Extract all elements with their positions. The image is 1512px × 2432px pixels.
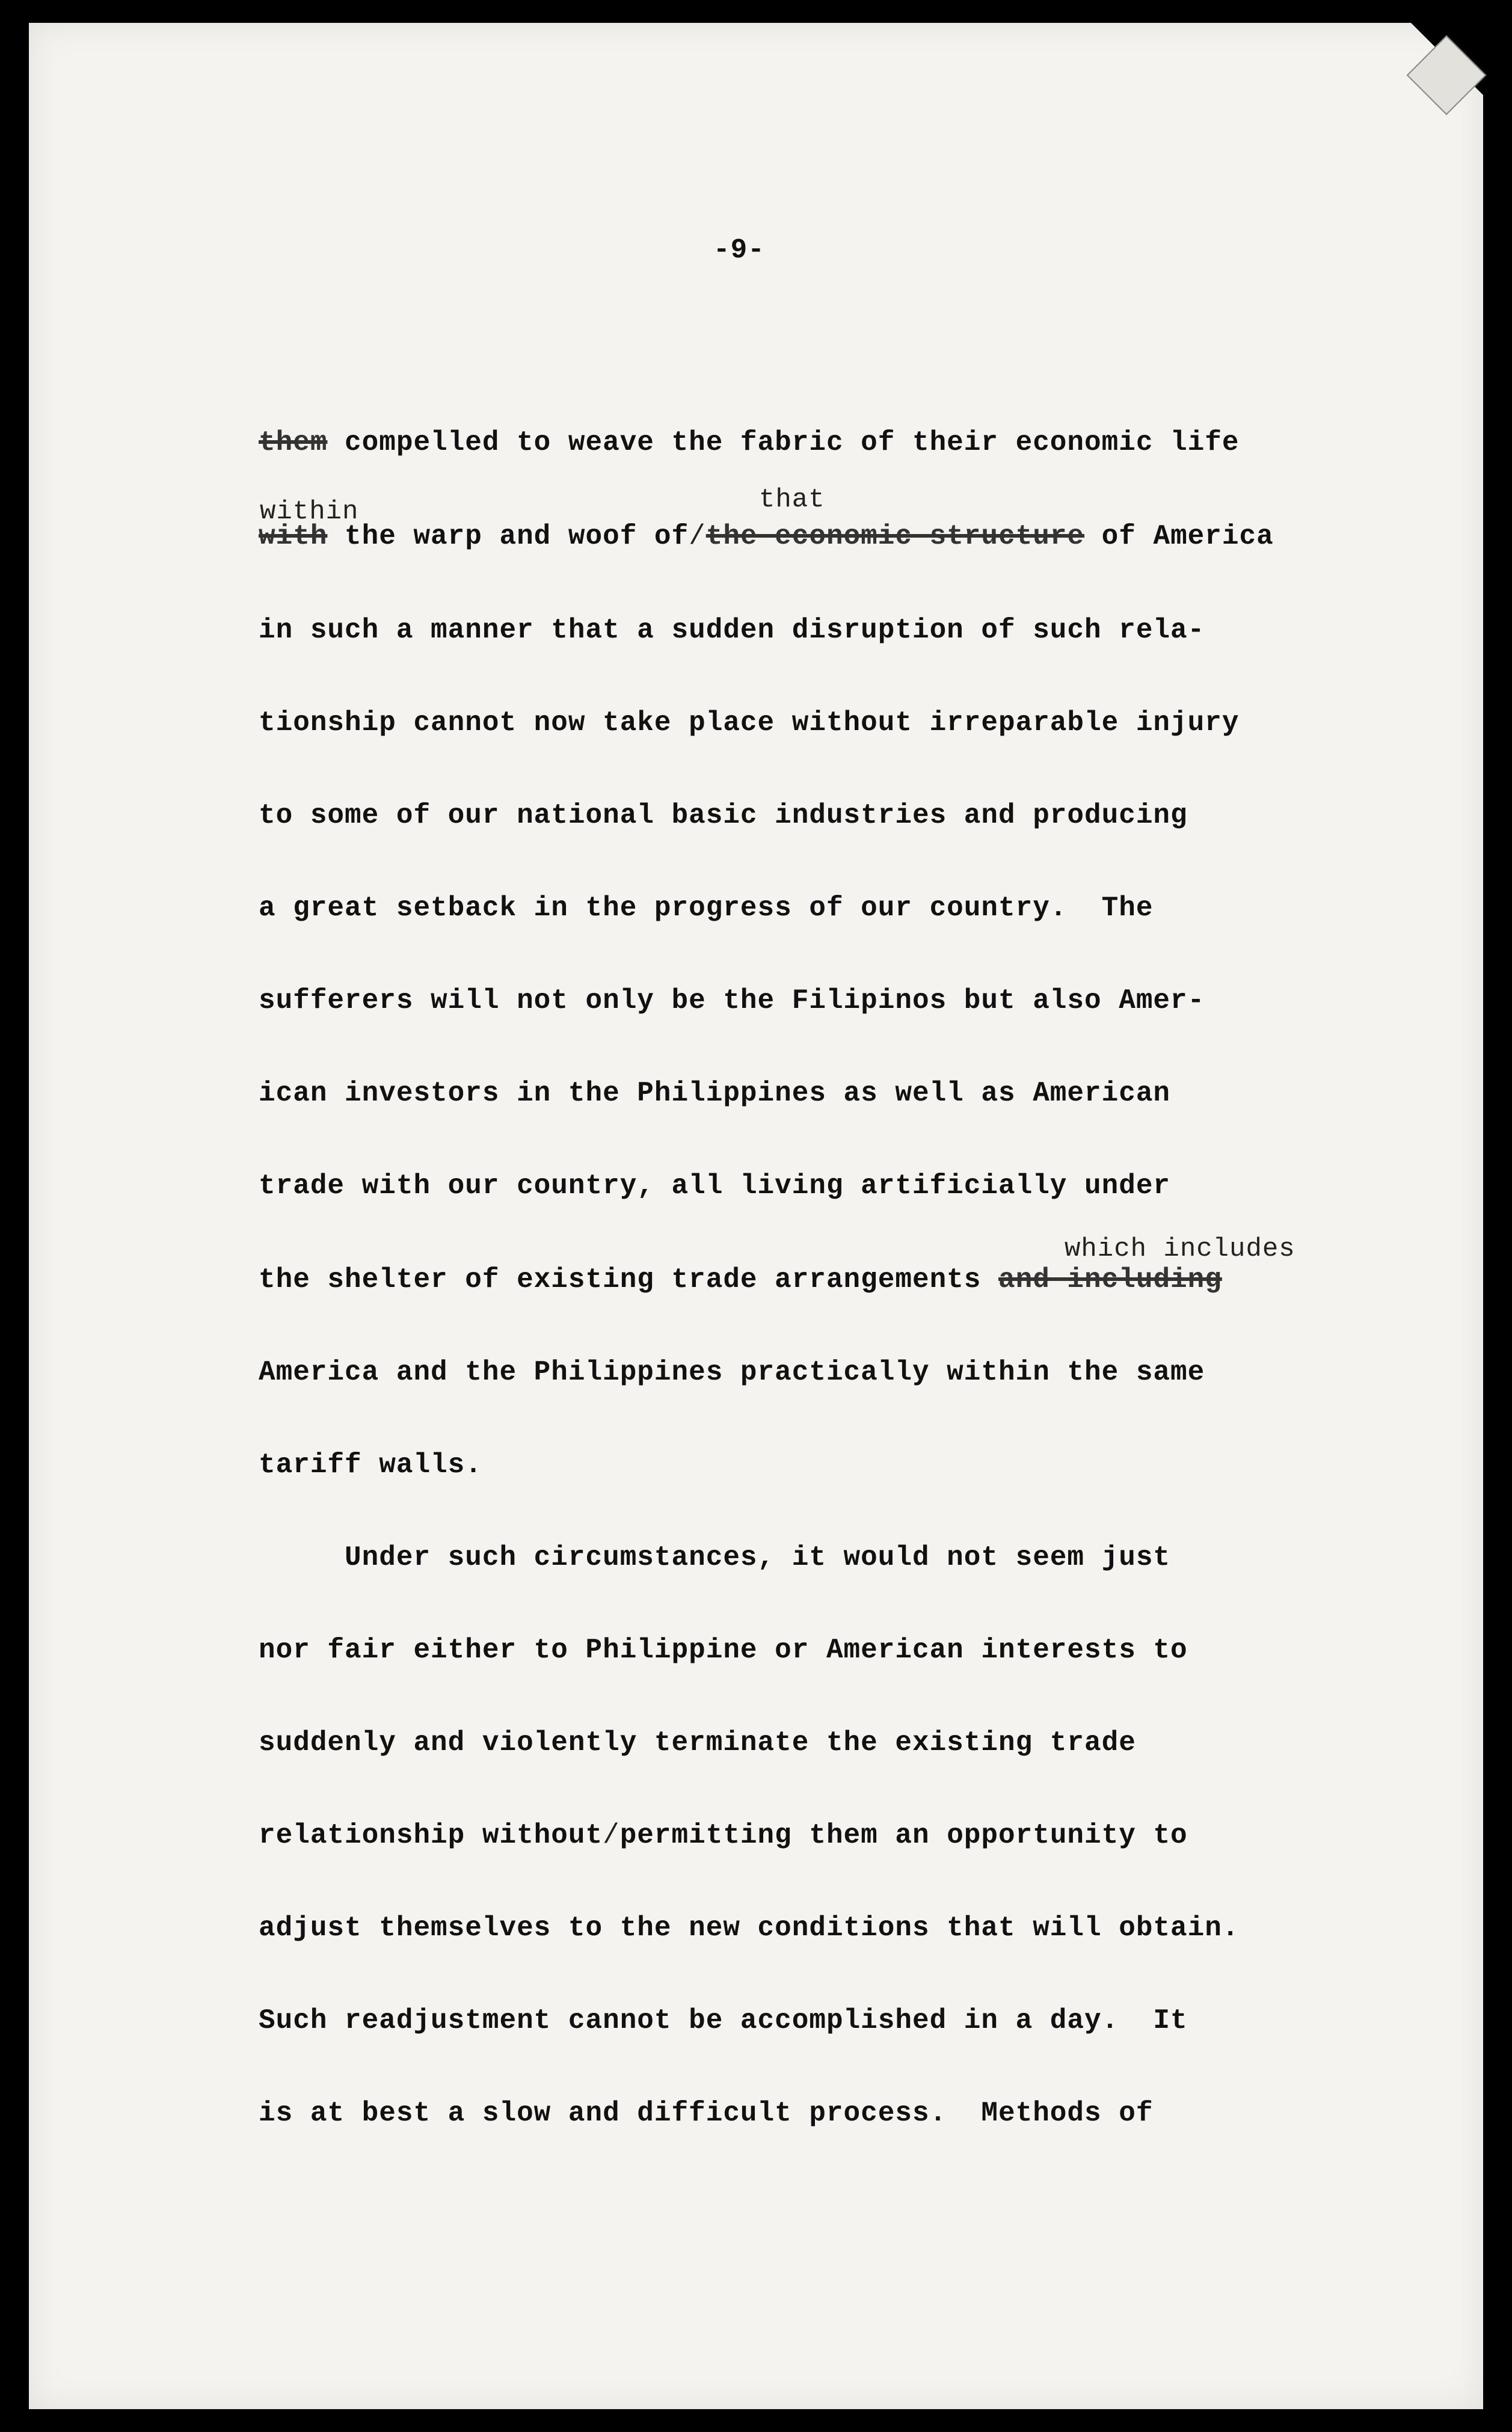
page-number: -9- (713, 235, 765, 266)
text-line-5: to some of our national basic industries and producing (259, 800, 1188, 831)
text-line-17: adjust themselves to the new conditions that will obtain. (259, 1912, 1240, 1944)
struck-phrase: and including (998, 1264, 1222, 1295)
line-text-end: permitting them an opportunity to (619, 1820, 1188, 1851)
insertion-slash: / (689, 521, 706, 552)
text-line-14: nor fair either to Philippine or American interests to (259, 1635, 1188, 1666)
line-text: the shelter of existing trade arrangements (259, 1264, 998, 1295)
text-line-8: ican investors in the Philippines as well as American (259, 1078, 1171, 1109)
struck-phrase: the economic structure (705, 521, 1085, 552)
line-text-end: of America (1084, 521, 1274, 552)
struck-word: them (259, 427, 328, 458)
document-page (29, 23, 1483, 2409)
text-line-1 (259, 427, 1239, 458)
handwritten-insert-within: within (260, 497, 359, 527)
line-text: compelled to weave the fabric of their economic life (327, 427, 1240, 458)
text-line-6: a great setback in the progress of our country. The (259, 892, 1154, 924)
text-line-10 (259, 1264, 1222, 1295)
text-line-12: tariff walls. (259, 1449, 482, 1481)
text-line-9: trade with our country, all living artificially under (259, 1170, 1171, 1202)
text-line-2 (259, 521, 1274, 552)
text-line-4: tionship cannot now take place without irreparable injury (259, 707, 1240, 739)
struck-word: with (259, 521, 328, 552)
text-line-11: America and the Philippines practically within the same (259, 1357, 1205, 1388)
line-text: relationship without (259, 1820, 603, 1851)
handwritten-insert-which-includes: which includes (1065, 1234, 1295, 1264)
text-line-18: Such readjustment cannot be accomplished in a day. It (259, 2005, 1188, 2036)
text-line-7: sufferers will not only be the Filipinos but also Amer- (259, 985, 1205, 1016)
text-line-19: is at best a slow and difficult process. Methods of (259, 2098, 1154, 2129)
handwritten-insert-that: that (759, 485, 825, 515)
text-line-16 (259, 1820, 1188, 1851)
line-text: the warp and woof of (327, 521, 689, 552)
text-line-15: suddenly and violently terminate the existing trade (259, 1727, 1136, 1758)
text-line-13: Under such circumstances, it would not seem just (259, 1542, 1171, 1573)
text-line-3: in such a manner that a sudden disruption of such rela- (259, 615, 1205, 646)
handwritten-slash-mark: / (603, 1820, 620, 1851)
